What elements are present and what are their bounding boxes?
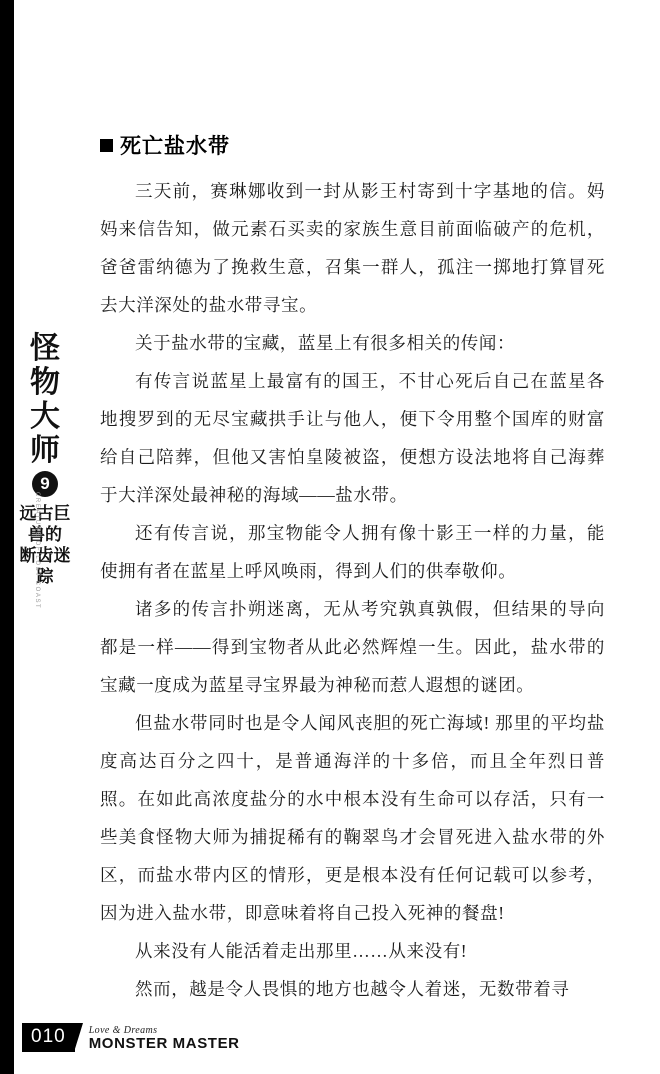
page-number: 010 <box>22 1023 75 1052</box>
series-title-char-1: 怪 <box>30 332 60 365</box>
square-bullet-icon <box>100 139 113 152</box>
series-subtitle-line-1: 远古巨兽的 <box>19 504 71 544</box>
series-title-char-3: 大 <box>30 400 60 433</box>
page-title-text: 死亡盐水带 <box>120 134 230 158</box>
footer-brand-name: MONSTER MASTER <box>88 1035 240 1053</box>
footer-slash-decoration <box>74 1023 83 1052</box>
volume-number-badge: 9 <box>32 471 58 497</box>
paragraph: 三天前，赛琳娜收到一封从影王村寄到十字基地的信。妈妈来信告知，做元素石买卖的家族生意目前面临破产的危机，爸爸雷纳德为了挽救生意，召集一群人，孤注一掷地打算冒死去大洋深处的盐水带寻宝。 <box>100 181 605 315</box>
paragraph: 诸多的传言扑朔迷离，无从考究孰真孰假，但结果的导向都是一样——得到宝物者从此必然辉煌一生。因此，盐水带的宝藏一度成为蓝星寻宝界最为神秘而惹人遐想的谜团。 <box>100 599 605 695</box>
page-content <box>100 130 605 1008</box>
series-title-block <box>14 332 76 587</box>
series-latin-text: CREATURE OF LOST COAST <box>34 492 40 610</box>
series-title-char-4: 师 <box>30 434 60 467</box>
paragraph: 关于盐水带的宝藏，蓝星上有很多相关的传闻： <box>135 333 516 353</box>
page-footer <box>22 1023 240 1052</box>
paragraph: 然而，越是令人畏惧的地方也越令人着迷，无数带着寻 <box>135 979 570 999</box>
paragraph: 还有传言说，那宝物能令人拥有像十影王一样的力量，能使拥有者在蓝星上呼风唤雨，得到人们的供奉敬仰。 <box>100 523 605 581</box>
series-subtitle-line-2: 断齿迷踪 <box>19 546 71 586</box>
series-title-char-2: 物 <box>30 366 60 399</box>
page-title <box>100 130 605 160</box>
paragraph: 但盐水带同时也是令人闻风丧胆的死亡海域! 那里的平均盐度高达百分之四十，是普通海洋的十多倍，而且全年烈日普照。在如此高浓度盐分的水中根本没有生命可以存活，只有一些美食怪物大师为捕捉稀有的鞠翠鸟才会冒死进入盐水带的外区，而盐水带内区的情形，更是根本没有任何记载可以参考，因为进入盐水带，即意味着将自己投入死神的餐盘! <box>100 713 605 923</box>
footer-brand-tagline: Love & Dreams <box>88 1024 158 1036</box>
footer-brand <box>89 1026 240 1052</box>
left-decorative-bar <box>0 0 14 1074</box>
paragraph: 有传言说蓝星上最富有的国王，不甘心死后自己在蓝星各地搜罗到的无尽宝藏拱手让与他人，便下令用整个国库的财富给自己陪葬，但他又害怕皇陵被盗，便想方设法地将自己海葬于大洋深处最神秘的海域——盐水带。 <box>100 371 605 505</box>
paragraph: 从来没有人能活着走出那里……从来没有! <box>135 941 468 961</box>
